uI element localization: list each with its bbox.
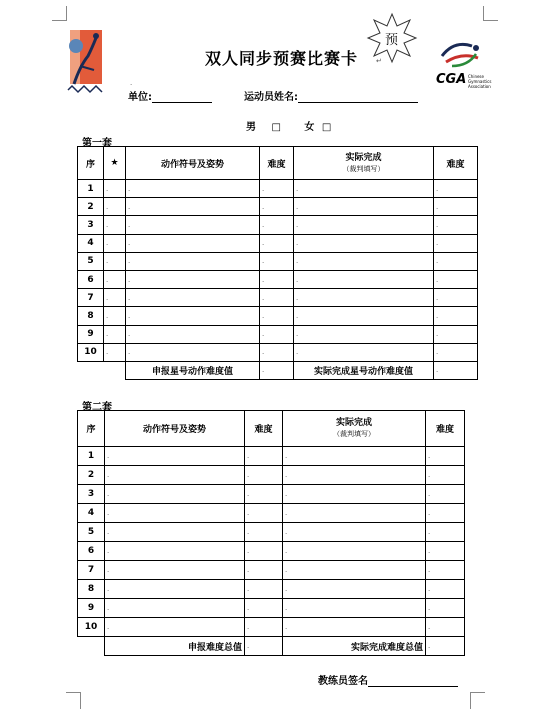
set2-row (78, 523, 465, 542)
set2-row-cell[interactable]: . (426, 542, 465, 561)
set1-row-cell[interactable]: . (260, 270, 294, 288)
set1-row-cell[interactable]: . (434, 307, 478, 325)
set2-row-cell[interactable]: . (283, 599, 426, 618)
set1-row-number: 1 (78, 180, 104, 198)
page-title: 双人同步预赛比赛卡 (205, 49, 359, 68)
cga-subtitle-1: Chinese (468, 74, 484, 79)
set1-row-cell[interactable]: . (434, 216, 478, 234)
set2-row-cell[interactable]: . (245, 618, 283, 637)
set1-col-seq: 序 (78, 147, 104, 180)
unit-field (128, 88, 212, 103)
set1-col-symbol: 动作符号及姿势 (126, 147, 260, 180)
set1-footer-declared: 申报星号动作难度值 (126, 361, 260, 379)
set2-row-number: 8 (78, 580, 105, 599)
set1-row-number: 5 (78, 252, 104, 270)
coach-signature-label: 教练员签名 (318, 676, 368, 687)
set2-col-actual-label: 实际完成 (335, 418, 372, 428)
preliminary-stamp (366, 12, 418, 64)
set1-row (78, 307, 478, 325)
set1-row-cell[interactable]: . (104, 270, 126, 288)
set1-row-cell[interactable]: . (434, 252, 478, 270)
paragraph-mark: ↵ (376, 57, 382, 65)
set1-row-number: 8 (78, 307, 104, 325)
set2-row (78, 599, 465, 618)
set2-row-number: 4 (78, 504, 105, 523)
cga-subtitle-2: Gymnastics (468, 79, 492, 84)
set2-row (78, 466, 465, 485)
set1-row (78, 252, 478, 270)
set2-row-number: 1 (78, 447, 105, 466)
set2-row-cell[interactable]: . (426, 523, 465, 542)
set1-row-cell[interactable]: . (434, 325, 478, 343)
set1-row-cell[interactable]: . (434, 289, 478, 307)
set1-row (78, 180, 478, 198)
set1-row-cell[interactable]: . (260, 252, 294, 270)
set2-row-number: 3 (78, 485, 105, 504)
set1-header-row (78, 147, 478, 180)
set2-row-cell[interactable]: . (426, 618, 465, 637)
set2-row-cell[interactable]: . (426, 599, 465, 618)
set1-row-cell[interactable]: . (294, 343, 434, 361)
set2-row-cell[interactable]: . (105, 485, 245, 504)
set1-row-number: 2 (78, 198, 104, 216)
set2-row (78, 561, 465, 580)
set2-row-cell[interactable]: . (283, 447, 426, 466)
set2-col-symbol: 动作符号及姿势 (105, 411, 245, 447)
set1-row-cell[interactable]: . (434, 234, 478, 252)
crop-mark-top-right (483, 6, 498, 21)
unit-input-line[interactable] (152, 92, 212, 103)
set2-row (78, 618, 465, 637)
set1-row-cell[interactable]: . (104, 252, 126, 270)
set2-row-cell[interactable]: . (245, 447, 283, 466)
crop-mark-top-left (52, 6, 67, 21)
set2-row-cell[interactable]: . (245, 599, 283, 618)
set1-col-actual-note: （裁判填写） (342, 164, 385, 173)
set1-row-cell[interactable]: . (434, 180, 478, 198)
set1-row-cell[interactable]: . (104, 234, 126, 252)
set2-row-cell[interactable]: . (426, 580, 465, 599)
set1-row-cell[interactable]: . (126, 343, 260, 361)
gymnast-emblem-logo (66, 26, 106, 98)
set1-row (78, 234, 478, 252)
set2-row-cell[interactable]: . (105, 466, 245, 485)
set2-row-number: 5 (78, 523, 105, 542)
set2-col-actual-note: （裁判填写） (333, 430, 375, 438)
set2-table (77, 410, 465, 656)
set2-row-cell[interactable]: . (105, 447, 245, 466)
set1-footer-actual: 实际完成星号动作难度值 (294, 361, 434, 379)
set1-heading: 第一套 (82, 138, 112, 149)
set1-row-cell[interactable]: . (260, 198, 294, 216)
set1-row-cell[interactable]: . (434, 343, 478, 361)
set2-row-cell[interactable]: . (245, 542, 283, 561)
set1-row (78, 216, 478, 234)
set2-heading: 第二套 (82, 402, 112, 413)
unit-label: 单位: (128, 92, 152, 103)
stamp-text: 预 (385, 33, 399, 48)
set2-row-cell[interactable]: . (283, 504, 426, 523)
set1-row-cell[interactable]: . (294, 198, 434, 216)
set1-row-cell[interactable]: . (260, 343, 294, 361)
set2-row-cell[interactable]: . (245, 466, 283, 485)
set2-row-cell[interactable]: . (105, 561, 245, 580)
set1-row (78, 343, 478, 361)
set1-row-cell[interactable]: . (294, 270, 434, 288)
set2-col-seq: 序 (78, 411, 105, 447)
set1-row-cell[interactable]: . (294, 180, 434, 198)
coach-signature-field (318, 672, 458, 687)
set1-col-difficulty: 难度 (260, 147, 294, 180)
set2-row-cell[interactable]: . (105, 542, 245, 561)
set2-col-difficulty: 难度 (245, 411, 283, 447)
coach-signature-line[interactable] (368, 676, 458, 687)
set2-header-row (78, 411, 465, 447)
set1-row-cell[interactable]: . (126, 198, 260, 216)
set1-row-cell[interactable]: . (126, 289, 260, 307)
athlete-name-label: 运动员姓名: (244, 92, 298, 103)
set1-row-cell[interactable]: . (294, 216, 434, 234)
set2-row-cell[interactable]: . (245, 561, 283, 580)
set2-row-number: 7 (78, 561, 105, 580)
set1-actual-value[interactable]: . (434, 361, 478, 379)
set1-row-number: 3 (78, 216, 104, 234)
set1-row (78, 289, 478, 307)
set1-row-cell[interactable]: . (104, 325, 126, 343)
set1-row-number: 7 (78, 289, 104, 307)
male-checkbox[interactable]: □ (271, 122, 281, 133)
set1-row-cell[interactable]: . (294, 289, 434, 307)
set2-row-cell[interactable]: . (283, 485, 426, 504)
set2-col-actual (283, 411, 426, 447)
set2-row-cell[interactable]: . (426, 485, 465, 504)
set2-row-cell[interactable]: . (105, 580, 245, 599)
set2-footer-declared: 申报难度总值 (105, 637, 245, 656)
set2-row-cell[interactable]: . (283, 580, 426, 599)
set1-row-cell[interactable]: . (126, 180, 260, 198)
set1-footer-row (78, 361, 478, 379)
set2-row-number: 9 (78, 599, 105, 618)
paragraph-mark: . (130, 79, 133, 87)
set2-row-cell[interactable]: . (105, 618, 245, 637)
cga-subtitle-3: Association (468, 84, 491, 89)
set2-row-cell[interactable]: . (245, 523, 283, 542)
male-label: 男 (246, 122, 256, 133)
set2-row-cell[interactable]: . (283, 523, 426, 542)
female-label: 女 (304, 122, 315, 133)
set1-row-cell[interactable]: . (260, 289, 294, 307)
crop-mark-bottom-left (66, 692, 81, 709)
set1-row-cell[interactable]: . (260, 307, 294, 325)
set2-row-cell[interactable]: . (426, 466, 465, 485)
set2-row-cell[interactable]: . (283, 542, 426, 561)
set1-row (78, 270, 478, 288)
set2-row-cell[interactable]: . (245, 580, 283, 599)
set2-row-cell[interactable]: . (105, 504, 245, 523)
set1-col-star: ★ (104, 147, 126, 180)
cga-logo-text: CGA (436, 72, 467, 87)
set2-row (78, 580, 465, 599)
athlete-name-field (244, 88, 418, 103)
set2-footer-row (78, 637, 465, 656)
set1-row-number: 9 (78, 325, 104, 343)
set1-row-cell[interactable]: . (104, 198, 126, 216)
female-checkbox[interactable]: □ (321, 122, 332, 133)
set2-actual-value[interactable]: . (426, 637, 465, 656)
set1-row-cell[interactable]: . (260, 180, 294, 198)
set1-col-difficulty2: 难度 (434, 147, 478, 180)
set1-row-cell[interactable]: . (260, 234, 294, 252)
set1-row-cell[interactable]: . (104, 343, 126, 361)
set1-row-cell[interactable]: . (126, 307, 260, 325)
set1-row-cell[interactable]: . (294, 307, 434, 325)
set2-row (78, 485, 465, 504)
set1-row (78, 325, 478, 343)
athlete-name-input-line[interactable] (298, 92, 418, 103)
set1-row-number: 6 (78, 270, 104, 288)
set1-row-cell[interactable]: . (104, 289, 126, 307)
set2-row-cell[interactable]: . (426, 561, 465, 580)
set1-row-number: 10 (78, 343, 104, 361)
set2-row-number: 6 (78, 542, 105, 561)
set1-row-cell[interactable]: . (126, 325, 260, 343)
set1-col-actual-label: 实际完成 (345, 152, 382, 163)
set2-row (78, 542, 465, 561)
set1-row-cell[interactable]: . (126, 270, 260, 288)
cga-logo (432, 38, 492, 96)
set1-row-cell[interactable]: . (294, 234, 434, 252)
set2-row (78, 447, 465, 466)
set2-row-cell[interactable]: . (283, 618, 426, 637)
set1-row-cell[interactable]: . (104, 216, 126, 234)
set2-row-cell[interactable]: . (105, 523, 245, 542)
set2-row-number: 2 (78, 466, 105, 485)
set1-row-cell[interactable]: . (294, 325, 434, 343)
set1-row-number: 4 (78, 234, 104, 252)
set2-row-cell[interactable]: . (105, 599, 245, 618)
set1-row-cell[interactable]: . (260, 216, 294, 234)
set2-col-difficulty2: 难度 (426, 411, 465, 447)
set2-row-number: 10 (78, 618, 105, 637)
gender-selector (246, 118, 331, 133)
set1-row (78, 198, 478, 216)
set1-row-cell[interactable]: . (434, 198, 478, 216)
set2-row-cell[interactable]: . (245, 504, 283, 523)
set2-row (78, 504, 465, 523)
set2-row-cell[interactable]: . (426, 447, 465, 466)
set1-row-cell[interactable]: . (126, 234, 260, 252)
set1-row-cell[interactable]: . (294, 252, 434, 270)
set2-row-cell[interactable]: . (245, 485, 283, 504)
set1-row-cell[interactable]: . (126, 216, 260, 234)
set1-col-actual (294, 147, 434, 180)
set1-row-cell[interactable]: . (260, 325, 294, 343)
set1-row-cell[interactable]: . (434, 270, 478, 288)
set2-declared-value[interactable]: . (245, 637, 283, 656)
crop-mark-bottom-right (470, 692, 485, 709)
set1-row-cell[interactable]: . (104, 307, 126, 325)
set1-table (77, 146, 478, 380)
set1-row-cell[interactable]: . (126, 252, 260, 270)
set2-footer-actual: 实际完成难度总值 (283, 637, 426, 656)
set1-row-cell[interactable]: . (104, 180, 126, 198)
set2-row-cell[interactable]: . (426, 504, 465, 523)
set2-row-cell[interactable]: . (283, 561, 426, 580)
set2-row-cell[interactable]: . (283, 466, 426, 485)
set1-declared-value[interactable]: . (260, 361, 294, 379)
